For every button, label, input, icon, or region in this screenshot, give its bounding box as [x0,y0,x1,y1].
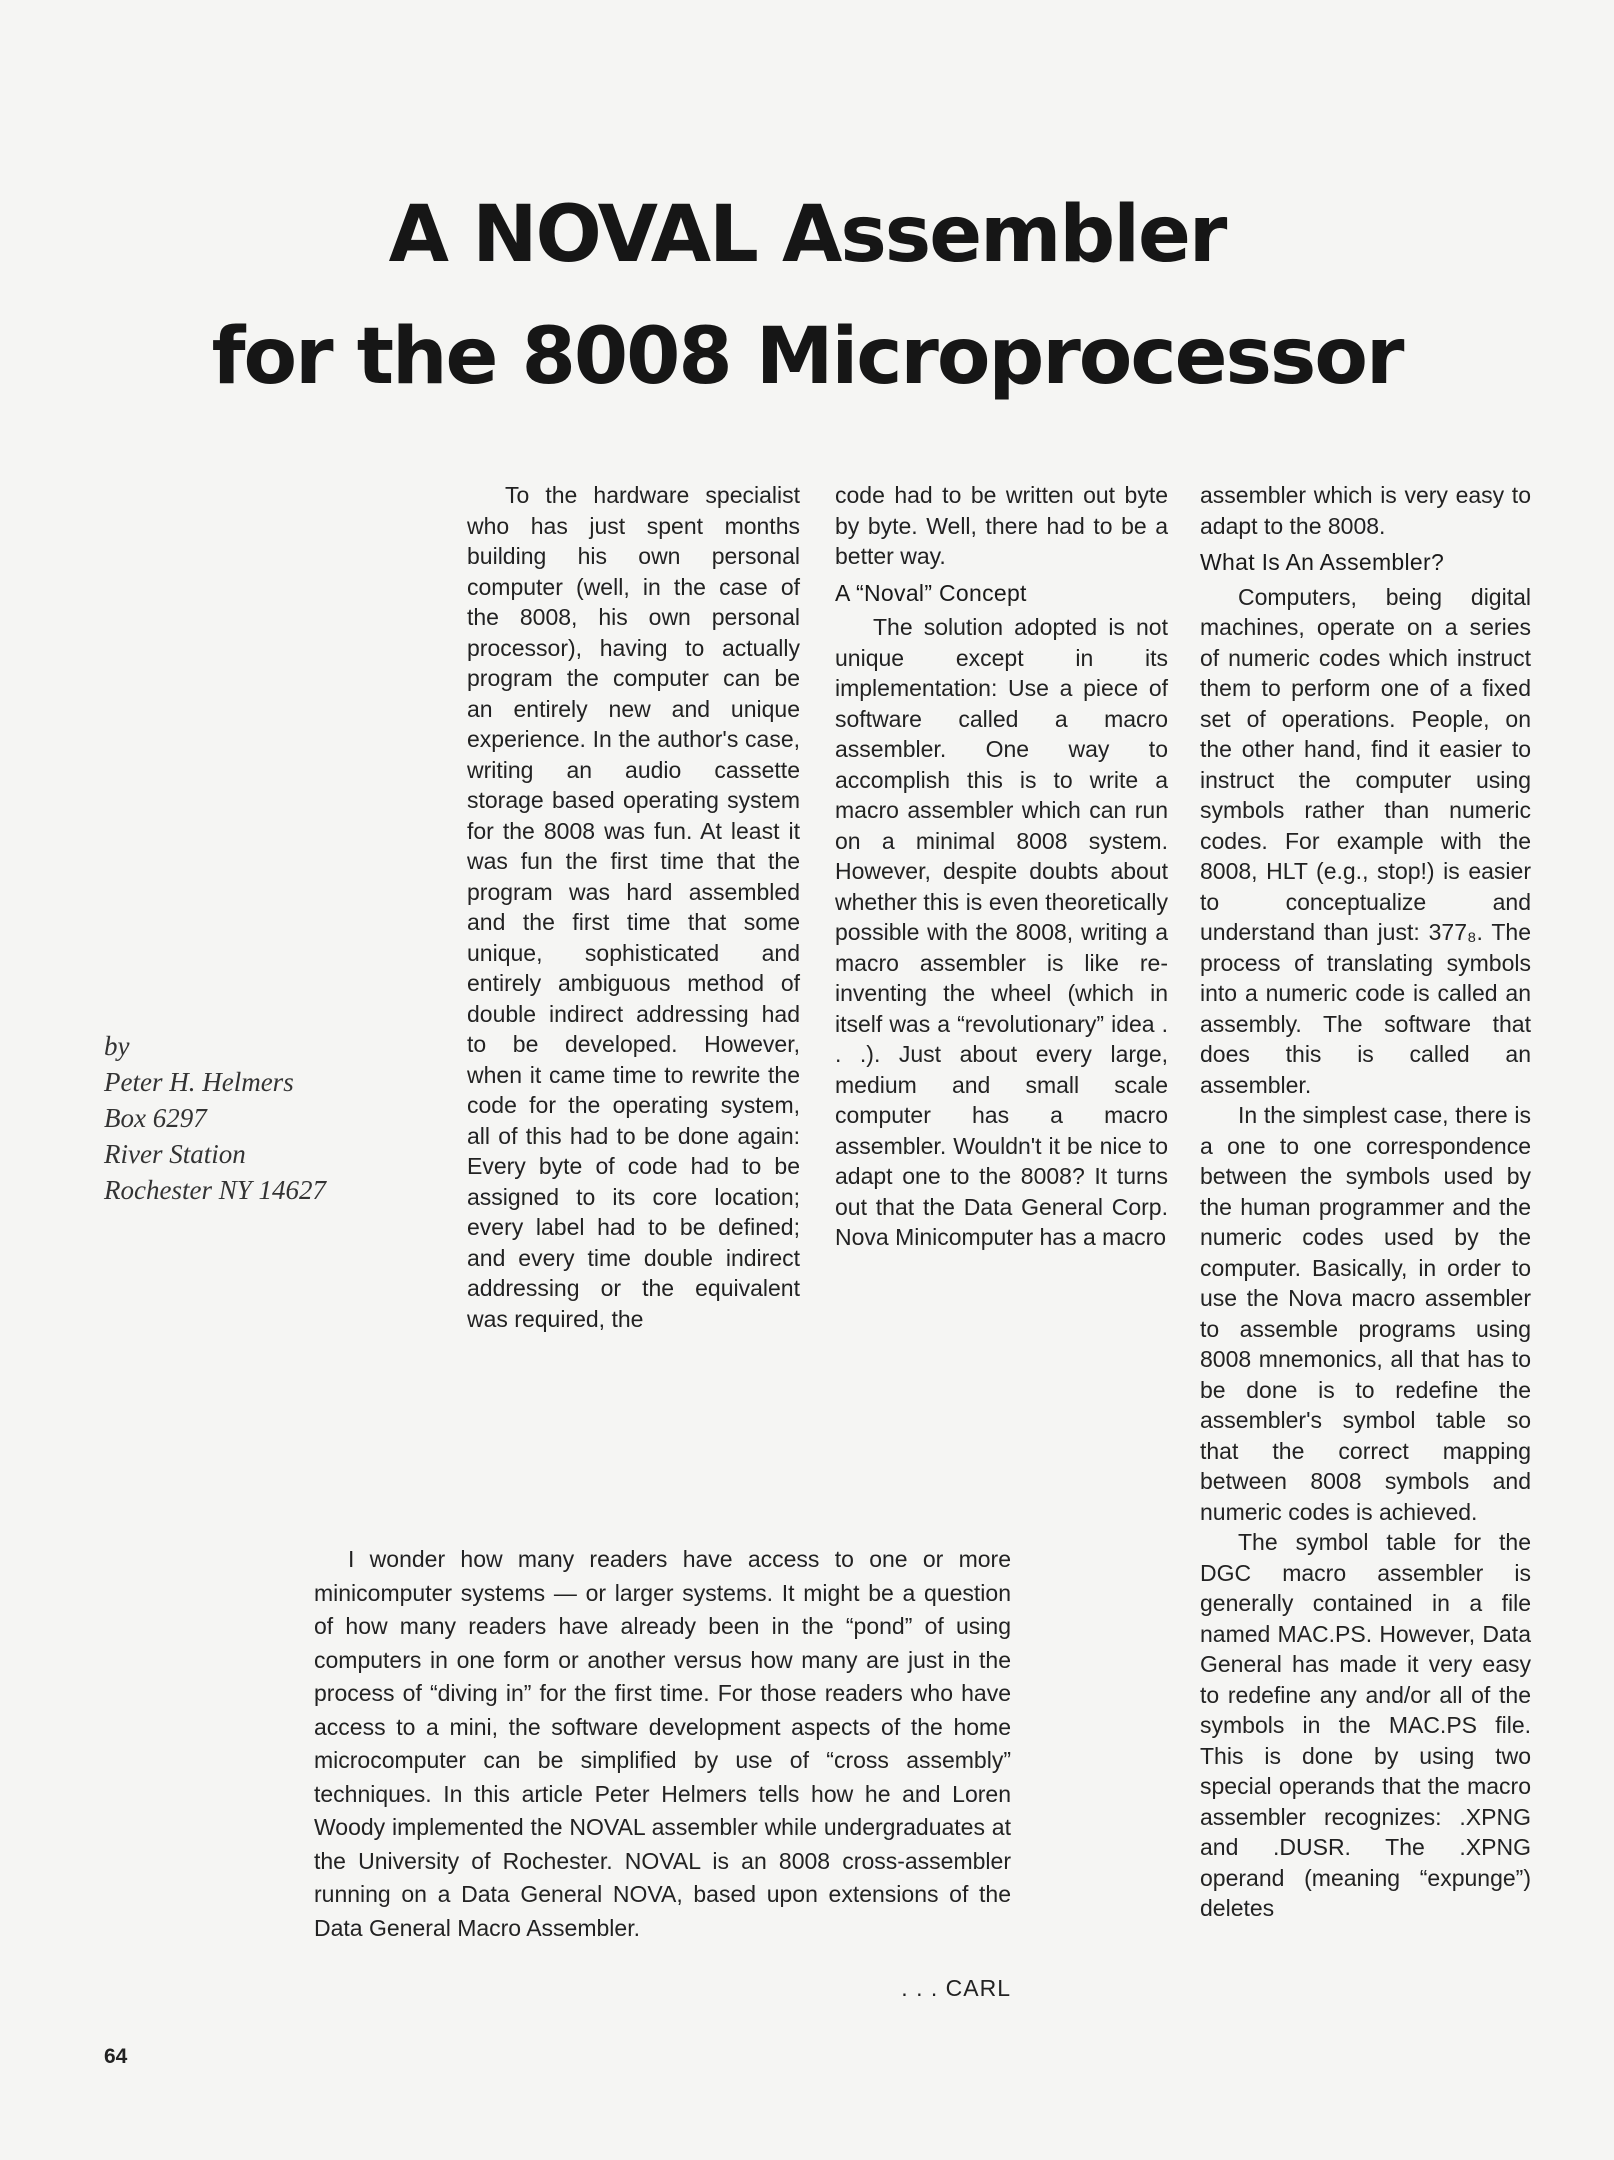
column-2 [835,480,1168,1253]
byline-by: by [104,1031,130,1061]
byline [104,1028,326,1208]
article-title-line-2: for the 8008 Microprocessor [211,312,1403,402]
byline-author: Peter H. Helmers [104,1067,294,1097]
editor-note [314,1543,1011,1945]
column-3-paragraph-1: assembler which is very easy to adapt to the 8008. [1200,482,1531,539]
byline-address-3: Rochester NY 14627 [104,1175,326,1205]
column-3 [1200,480,1531,1924]
article-title-line-1: A NOVAL Assembler [388,190,1226,280]
editor-note-text: I wonder how many readers have access to one or more minicomputer systems — or larger systems. It might be a question of how many readers have already been in the “pond” of using computers in one form or another versus how many are just in the process of “diving in” for the first time. For those readers who have access to a mini, the software development aspects of the home microcomputer can be simplified by use of “cross assembly” techniques. In this article Peter Helmers tells how he and Loren Woody implemented the NOVAL assembler while undergraduates at the University of Rochester. NOVAL is an 8008 cross-assembler running on a Data General NOVA, based upon extensions of the Data General Macro Assembler. [314,1546,1011,1941]
column-3-paragraph-3: In the simplest case, there is a one to one correspondence between the symbols used by the human programmer and the numeric codes used by the computer. Basically, in order to use the Nova macro assembler to assemble programs using 8008 mnemonics, all that has to be done is to redefine the assembler's symbol table so that the correct mapping between 8008 symbols and numeric codes is achieved. [1200,1102,1531,1525]
column-1-paragraph-1: To the hardware specialist who has just spent months building his own personal computer (well, in the case of the 8008, his own personal processor), having to actually program the computer can be an entirely new and unique experience. In the author's case, writing an audio cassette storage based operating system for the 8008 was fun. At least it was fun the first time that the program was hard assembled and the first time that some unique, sophisticated and entirely ambiguous method of double indirect addressing had to be developed. However, when it came time to rewrite the code for the operating system, all of this had to be done again: Every byte of code had to be assigned to its core location; every label had to be defined; and every time double indirect addressing or the equivalent was required, the [467,482,800,1332]
page-number: 64 [104,2045,128,2068]
column-1 [467,480,800,1334]
editor-signature: . . . CARL [901,1975,1011,2001]
section-heading-noval-concept: A “Noval” Concept [835,579,1027,606]
byline-address-1: Box 6297 [104,1103,207,1133]
byline-address-2: River Station [104,1139,246,1169]
column-3-paragraph-2: Computers, being digital machines, operate on a series of numeric codes which instruct them to perform one of a fixed set of operations. People, on the other hand, find it easier to instruct the computer using symbols rather than numeric codes. For example with the 8008, HLT (e.g., stop!) is easier to conceptualize and understand than just: 377₈. The process of translating symbols into a numeric code is called an assembly. The software that does this is called an assembler. [1200,583,1531,1098]
column-2-paragraph-2: The solution adopted is not unique except in its implementation: Use a piece of software called a macro assembler. One way to accomplish this is to write a macro assembler which can run on a minimal 8008 system. However, despite doubts about whether this is even theoretically possible with the 8008, writing a macro assembler is like re-inventing the wheel (which in itself was a “revolutionary” idea . . .). Just about every large, medium and small scale computer has a macro assembler. Wouldn't it be nice to adapt one to the 8008? It turns out that the Data General Corp. Nova Minicomputer has a macro [835,614,1168,1250]
column-3-paragraph-4: The symbol table for the DGC macro assembler is generally contained in a file named MAC.PS. However, Data General has made it very easy to redefine any and/or all of the symbols in the MAC.PS file. This is done by using two special operands that the macro assembler recognizes: .XPNG and .DUSR. The .XPNG operand (meaning “expunge”) deletes [1200,1529,1531,1921]
section-heading-what-is-an-assembler: What Is An Assembler? [1200,549,1445,575]
column-2-paragraph-1: code had to be written out byte by byte. Well, there had to be a better way. [835,482,1168,569]
